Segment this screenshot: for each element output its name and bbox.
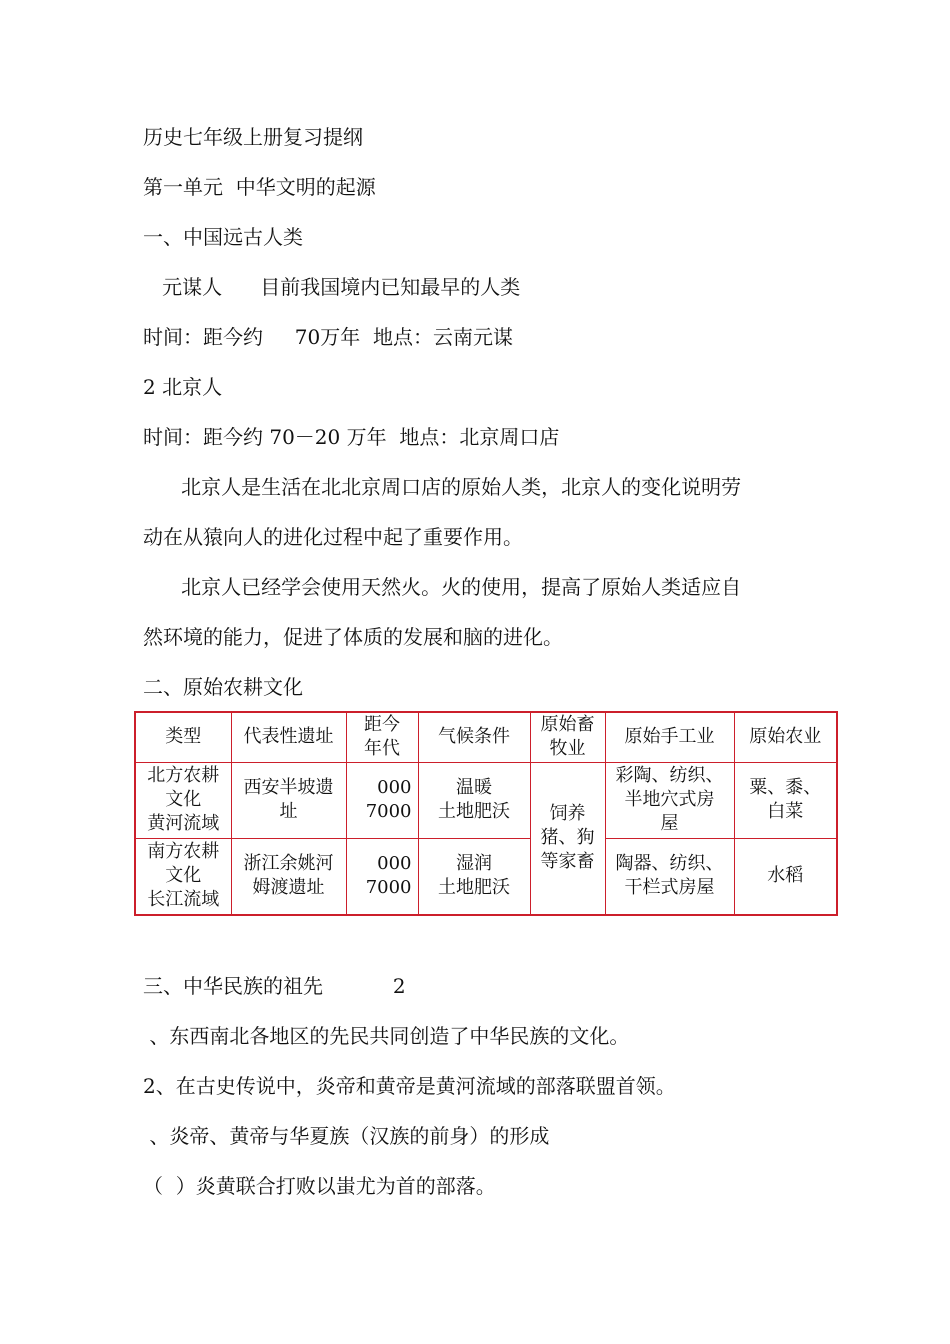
section-heading-2: 二、原始农耕文化 [143, 675, 303, 699]
document-title: 历史七年级上册复习提纲 [143, 125, 363, 149]
table-header-cell: 类型 [135, 712, 231, 762]
table-cell-merged: 饲养 猪、狗 等家畜 [530, 762, 605, 915]
table-cell: 水稻 [734, 838, 837, 915]
table-row [135, 838, 837, 915]
table-header-cell: 气候条件 [418, 712, 530, 762]
unit-heading: 第一单元 中华文明的起源 [143, 175, 376, 199]
beijing-time-line: 时间：距今约 70－20 万年 地点：北京周口店 [143, 425, 560, 449]
section-heading-1: 一、中国远古人类 [143, 225, 303, 249]
agriculture-culture-table [134, 711, 838, 916]
paragraph-line: 然环境的能力，促进了体质的发展和脑的进化。 [143, 625, 563, 649]
table-cell: 000 7000 [346, 838, 418, 915]
yuanmou-time-line: 时间：距今约 70万年 地点：云南元谋 [143, 325, 513, 349]
table-cell: 西安半坡遗 址 [231, 762, 346, 838]
table-cell: 浙江余姚河 姆渡遗址 [231, 838, 346, 915]
list-item: （ ）炎黄联合打败以蚩尤为首的部落。 [143, 1174, 496, 1198]
table-header-cell: 距今 年代 [346, 712, 418, 762]
list-item: 、东西南北各地区的先民共同创造了中华民族的文化。 [143, 1024, 630, 1048]
table-cell: 湿润 土地肥沃 [418, 838, 530, 915]
paragraph-line: 北京人是生活在北北京周口店的原始人类，北京人的变化说明劳 [143, 475, 742, 499]
yuanmou-line: 元谋人 目前我国境内已知最早的人类 [143, 275, 521, 299]
table-cell: 彩陶、纺织、 半地穴式房 屋 [605, 762, 734, 838]
section-heading-3: 三、中华民族的祖先 2 [143, 974, 406, 998]
table-cell: 温暖 土地肥沃 [418, 762, 530, 838]
list-item: 、炎帝、黄帝与华夏族（汉族的前身）的形成 [143, 1124, 550, 1148]
beijing-heading: 2 北京人 [143, 375, 223, 399]
table-header-row [135, 712, 837, 762]
list-item: 2、在古史传说中，炎帝和黄帝是黄河流域的部落联盟首领。 [143, 1074, 676, 1098]
table-header-cell: 原始畜 牧业 [530, 712, 605, 762]
table-cell: 粟、黍、 白菜 [734, 762, 837, 838]
table-cell: 000 7000 [346, 762, 418, 838]
table-row [135, 762, 837, 838]
paragraph-line: 动在从猿向人的进化过程中起了重要作用。 [143, 525, 523, 549]
table-cell: 南方农耕 文化 长江流域 [135, 838, 231, 915]
table-header-cell: 原始手工业 [605, 712, 734, 762]
table-cell: 陶器、纺织、 干栏式房屋 [605, 838, 734, 915]
table-header-cell: 原始农业 [734, 712, 837, 762]
paragraph-line: 北京人已经学会使用天然火。火的使用，提高了原始人类适应自 [143, 575, 742, 599]
table-cell: 北方农耕 文化 黄河流域 [135, 762, 231, 838]
table-header-cell: 代表性遗址 [231, 712, 346, 762]
